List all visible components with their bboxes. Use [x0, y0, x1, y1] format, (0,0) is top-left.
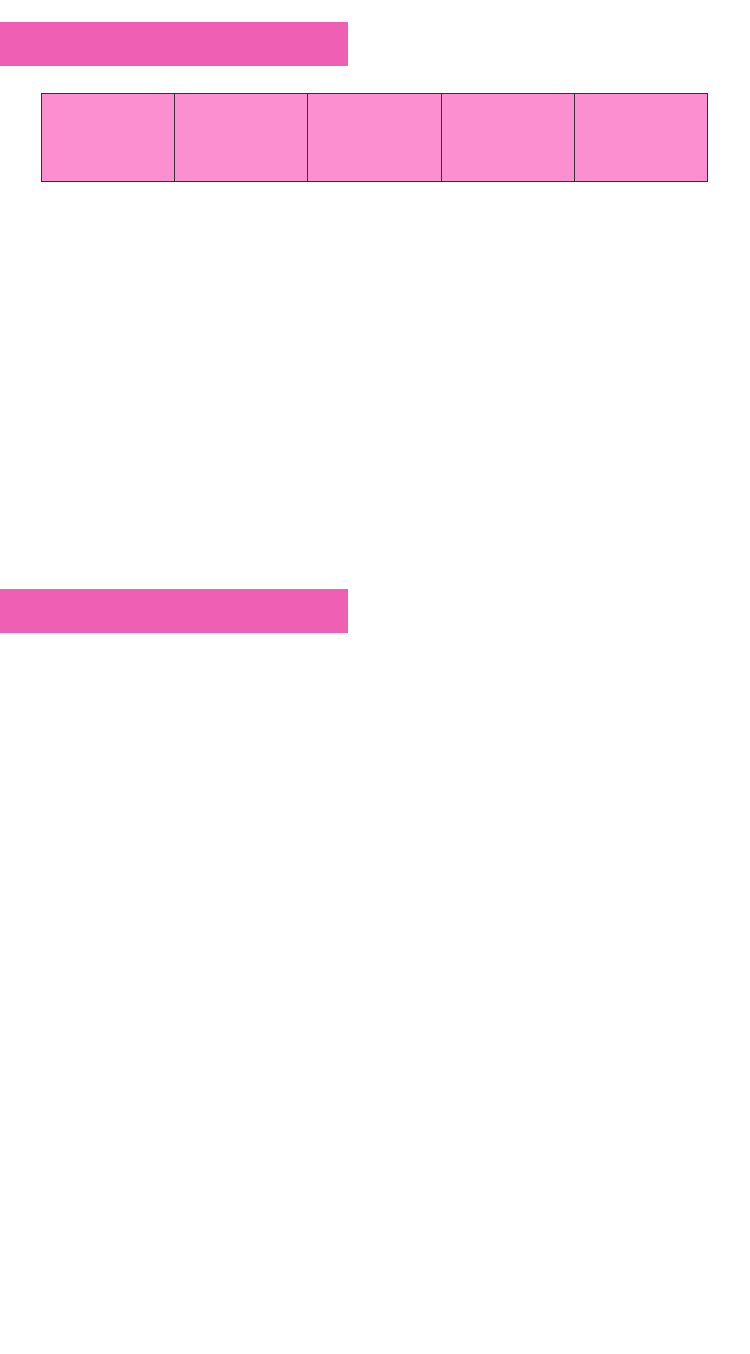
operation-guidance-table [41, 93, 708, 536]
column-header-buttocks [175, 94, 308, 182]
operation-guidance-heading [0, 22, 348, 66]
column-header-back [308, 94, 441, 182]
clinical-results-heading [0, 589, 348, 633]
before-after-photo-grid [31, 1147, 719, 1316]
column-header-abdomen [574, 94, 707, 182]
column-header-thigh [42, 94, 175, 182]
table-header-row [42, 94, 708, 182]
column-header-arm [441, 94, 574, 182]
